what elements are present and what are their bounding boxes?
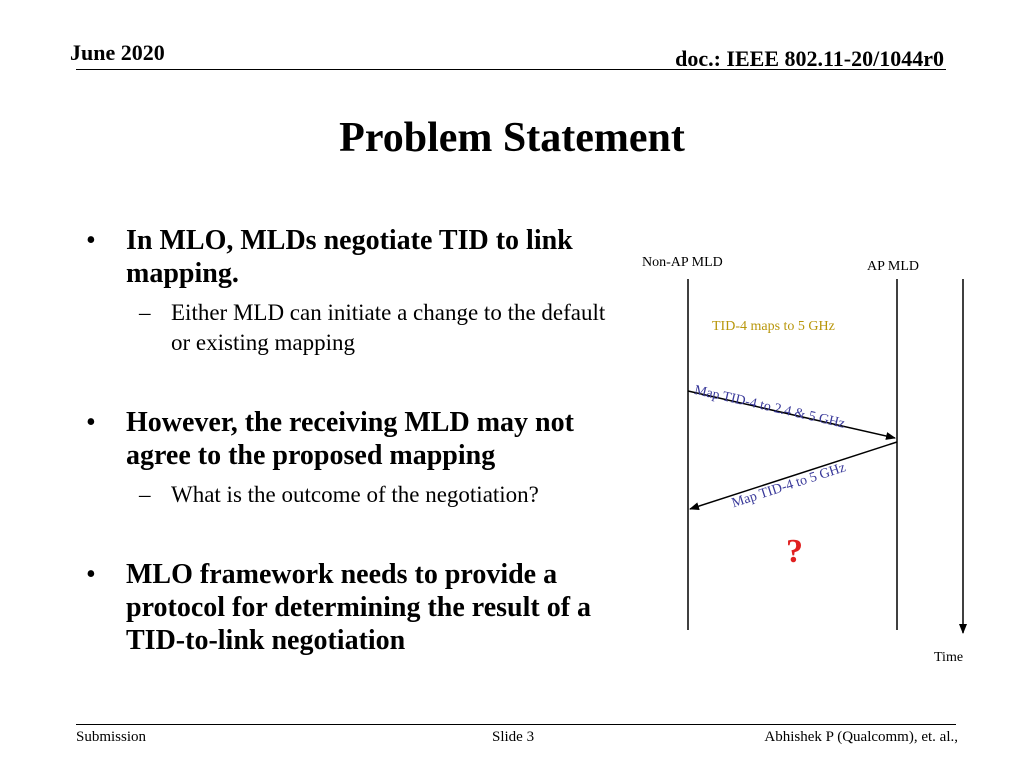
sequence-diagram-lines bbox=[630, 245, 990, 685]
bullet-1-text: In MLO, MLDs negotiate TID to link mapping. bbox=[126, 225, 573, 289]
bullet-1 bbox=[82, 224, 627, 290]
bullet-marker: • bbox=[86, 407, 96, 438]
sub-bullet-marker: – bbox=[139, 300, 151, 325]
ap-mld-label: AP MLD bbox=[867, 259, 919, 274]
non-ap-mld-label: Non-AP MLD bbox=[642, 255, 723, 270]
bullet-2-sub-1 bbox=[82, 480, 627, 510]
initial-mapping-label: TID-4 maps to 5 GHz bbox=[712, 319, 835, 334]
footer-rule bbox=[76, 724, 956, 725]
slide-title: Problem Statement bbox=[339, 115, 685, 161]
sub-bullet-marker: – bbox=[139, 482, 151, 507]
request-label: Map TID-4 to 2.4 & 5 GHz bbox=[692, 383, 847, 432]
sequence-diagram bbox=[630, 245, 990, 685]
bullet-marker: • bbox=[86, 559, 96, 590]
bullet-1-sub-1-text: Either MLD can initiate a change to the default or existing mapping bbox=[171, 300, 606, 355]
bullet-3 bbox=[82, 558, 627, 657]
bullet-marker: • bbox=[86, 225, 96, 256]
bullet-3-text: MLO framework needs to provide a protocol for determining the result of a TID-to-link negotiation bbox=[126, 559, 592, 656]
footer-author: Abhishek P (Qualcomm), et. al., bbox=[764, 729, 958, 745]
unknown-outcome-mark: ? bbox=[786, 533, 803, 570]
response-label: Map TID-4 to 5 GHz bbox=[730, 460, 848, 512]
footer-left: Submission bbox=[76, 729, 147, 745]
header-doc-id: doc.: IEEE 802.11-20/1044r0 bbox=[675, 46, 944, 71]
header-rule bbox=[76, 69, 946, 70]
bullet-list bbox=[82, 224, 627, 657]
bullet-2-sub-1-text: What is the outcome of the negotiation? bbox=[171, 482, 539, 507]
bullet-2 bbox=[82, 406, 627, 472]
footer-slide-number: Slide 3 bbox=[492, 729, 535, 745]
bullet-2-text: However, the receiving MLD may not agree to the proposed mapping bbox=[126, 407, 574, 471]
header-date: June 2020 bbox=[70, 40, 165, 65]
time-label: Time bbox=[934, 650, 964, 665]
bullet-1-sub-1 bbox=[82, 298, 627, 358]
